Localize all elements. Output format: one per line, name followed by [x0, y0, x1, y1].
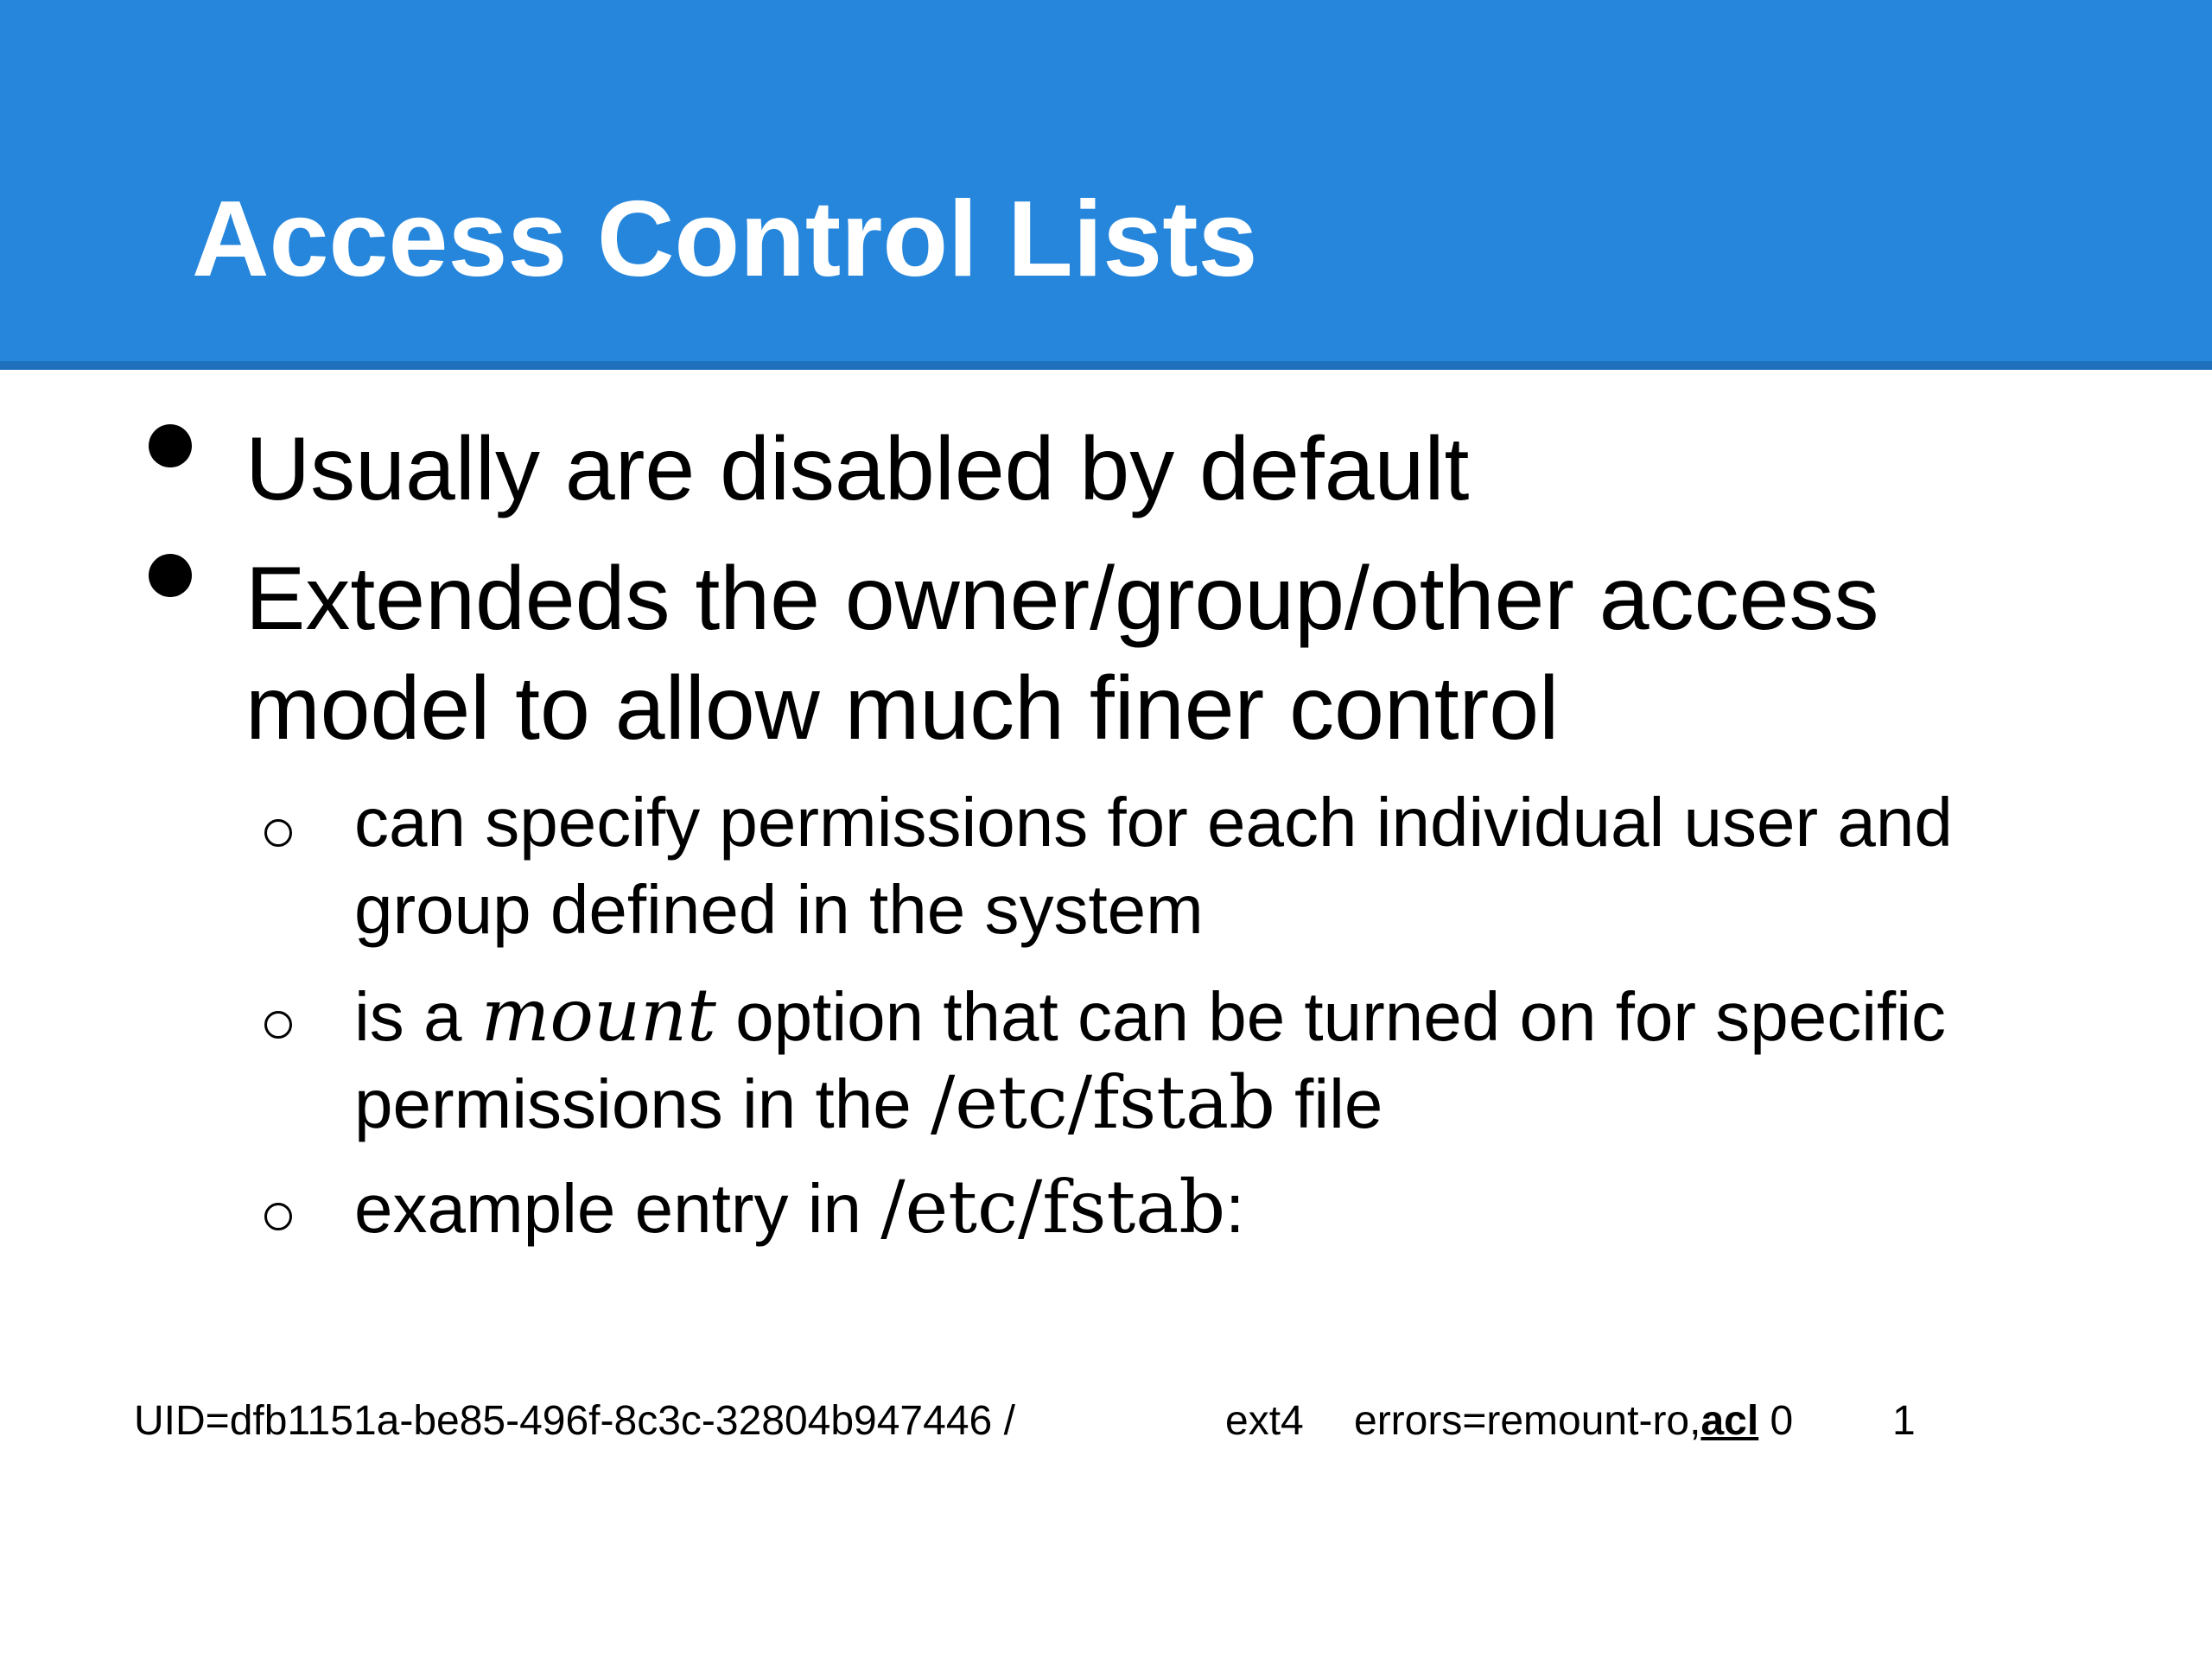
- sub-bullet-1-line-1: can specify permissions for each individual user and: [354, 784, 1953, 861]
- sub-bullet-1-line-2: group defined in the system: [354, 871, 1204, 948]
- bullet-2-line-2: model to allow much finer control: [245, 658, 1560, 759]
- sub-bullet-2-line-2-after: file: [1274, 1065, 1383, 1142]
- fstab-acl-option: acl: [1700, 1398, 1759, 1444]
- bullet-1-text: Usually are disabled by default: [245, 419, 1470, 519]
- sub-bullet-2-text-after: option that can be turned on for specific: [715, 978, 1947, 1055]
- mount-math-term: mount: [480, 973, 716, 1058]
- fstab-options: errors=remount-ro,: [1354, 1398, 1701, 1444]
- fstab-device: UID=dfb1151a-be85-496f-8c3c-32804b947446: [134, 1398, 993, 1444]
- fstab-pass: 1: [1892, 1398, 1916, 1444]
- fstab-dump: 0: [1770, 1398, 1794, 1444]
- sub-bullet-marker: [264, 1011, 292, 1039]
- bullet-2-line-1: Extendeds the owner/group/other access: [245, 549, 1879, 649]
- sub-bullet-2-line-2-before: permissions in the: [354, 1065, 931, 1142]
- fstab-fs-type: ext4: [1225, 1398, 1304, 1444]
- sub-bullet-3-before: example entry in: [354, 1170, 881, 1247]
- fstab-path-math: /etc/fstab: [880, 1165, 1226, 1249]
- fstab-options-field: [1354, 1395, 1793, 1447]
- sub-bullet-3-after: :: [1225, 1170, 1245, 1247]
- slide-title: Access Control Lists: [192, 180, 1258, 299]
- fstab-device-field: [134, 1395, 1015, 1447]
- sub-bullet-3-text: [354, 1164, 1244, 1252]
- sub-bullet-marker: [264, 1203, 292, 1230]
- sub-bullet-2-line-1: [354, 972, 1946, 1060]
- fstab-path-math: /etc/fstab: [930, 1060, 1275, 1145]
- bullet-marker: [149, 554, 192, 597]
- header-divider: [0, 361, 2212, 370]
- sub-bullet-marker: [264, 819, 292, 847]
- bullet-marker: [149, 424, 192, 467]
- sub-bullet-2-line-2: [354, 1059, 1382, 1147]
- fstab-mount-point: /: [1003, 1398, 1015, 1444]
- sub-bullet-2-text-before: is a: [354, 978, 481, 1055]
